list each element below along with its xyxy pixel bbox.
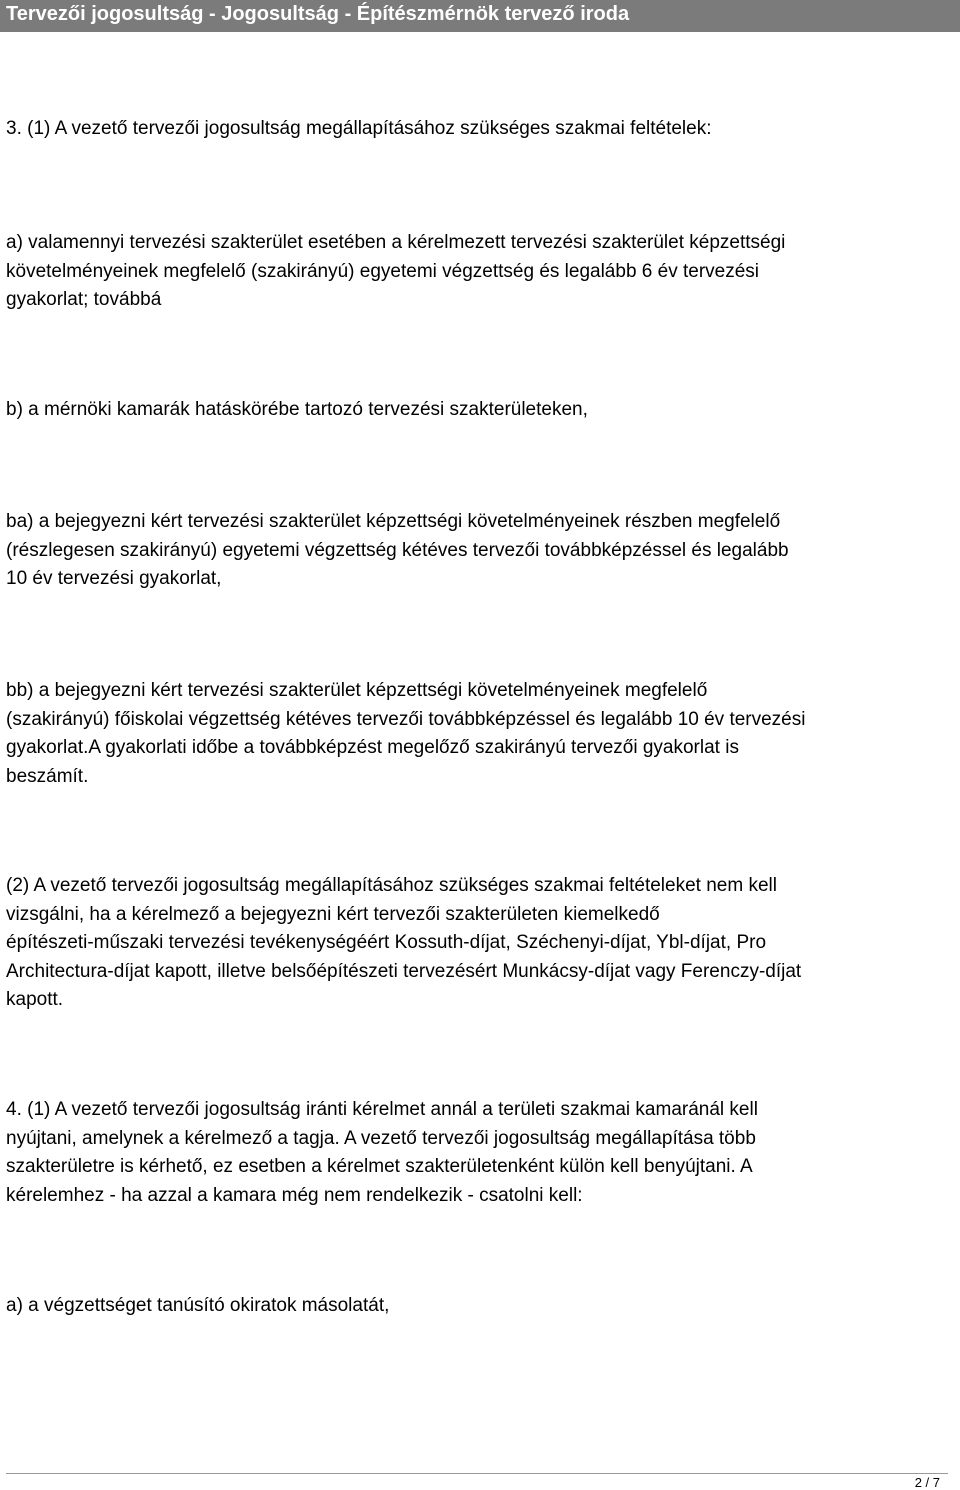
paragraph-section-4-1 (6, 1096, 946, 1210)
text-line: 4. (1) A vezető tervezői jogosultság iránti kérelmet annál a területi szakmai kamaránál kell (6, 1099, 758, 1120)
page-title: Tervezői jogosultság - Jogosultság - Építészmérnök tervező iroda (6, 3, 630, 25)
paragraph-bb (6, 677, 946, 791)
text-line: bb) a bejegyezni kért tervezési szakterület képzettségi követelményeinek megfelelő (6, 680, 708, 701)
text-line: ba) a bejegyezni kért tervezési szakterület képzettségi követelményeinek részben megfelelő (6, 511, 781, 532)
text-line: a) valamennyi tervezési szakterület esetében a kérelmezett tervezési szakterület képzettségi (6, 232, 786, 253)
text-line: b) a mérnöki kamarák hatáskörébe tartozó tervezési szakterületeken, (6, 399, 588, 420)
text-line: kérelemhez - ha azzal a kamara még nem rendelkezik - csatolni kell: (6, 1184, 583, 1206)
paragraph-section-3-2 (6, 872, 946, 1015)
text-line: szakterületre is kérhető, ez esetben a kérelmet szakterületenként külön kell benyújtani. A (6, 1156, 753, 1177)
text-line: 3. (1) A vezető tervezői jogosultság megállapításához szükséges szakmai feltételek: (6, 118, 712, 139)
page-header (0, 0, 960, 32)
footer-divider (6, 1473, 948, 1474)
paragraph-section-3-1 (6, 115, 946, 144)
text-line: nyújtani, amelynek a kérelmező a tagja. A vezető tervezői jogosultság megállapítása több (6, 1127, 756, 1149)
paragraph-a (6, 229, 946, 315)
text-line: építészeti-műszaki tervezési tevékenységéért Kossuth-díjat, Széchenyi-díjat, Ybl-díjat, Pro (6, 932, 767, 953)
text-line: vizsgálni, ha a kérelmező a bejegyezni kért tervezői szakterületen kiemelkedő (6, 903, 660, 925)
text-line: gyakorlat; továbbá (6, 289, 162, 310)
paragraph-ba (6, 508, 946, 594)
text-line: követelményeinek megfelelő (szakirányú) egyetemi végzettség és legalább 6 év tervezési (6, 260, 760, 282)
paragraph-list-a (6, 1292, 946, 1321)
text-line: (részlegesen szakirányú) egyetemi végzettség kétéves tervezői továbbképzéssel és legalább (6, 539, 789, 561)
page-number: 2 / 7 (914, 1475, 940, 1490)
text-line: beszámít. (6, 765, 89, 787)
text-line: (2) A vezető tervezői jogosultság megállapításához szükséges szakmai feltételeket nem kell (6, 875, 777, 896)
text-line: Architectura-díjat kapott, illetve belsőépítészeti tervezésért Munkácsy-díjat vagy Ferenczy-díjat (6, 960, 802, 982)
text-line: kapott. (6, 989, 64, 1010)
text-line: (szakirányú) főiskolai végzettség kétéves tervezői továbbképzéssel és legalább 10 év tervezési (6, 708, 806, 730)
text-line: 10 év tervezési gyakorlat, (6, 568, 222, 589)
paragraph-b (6, 396, 946, 425)
text-line: gyakorlat.A gyakorlati időbe a továbbképzést megelőző szakirányú tervezői gyakorlat is (6, 737, 739, 758)
text-line: a) a végzettséget tanúsító okiratok másolatát, (6, 1295, 390, 1316)
